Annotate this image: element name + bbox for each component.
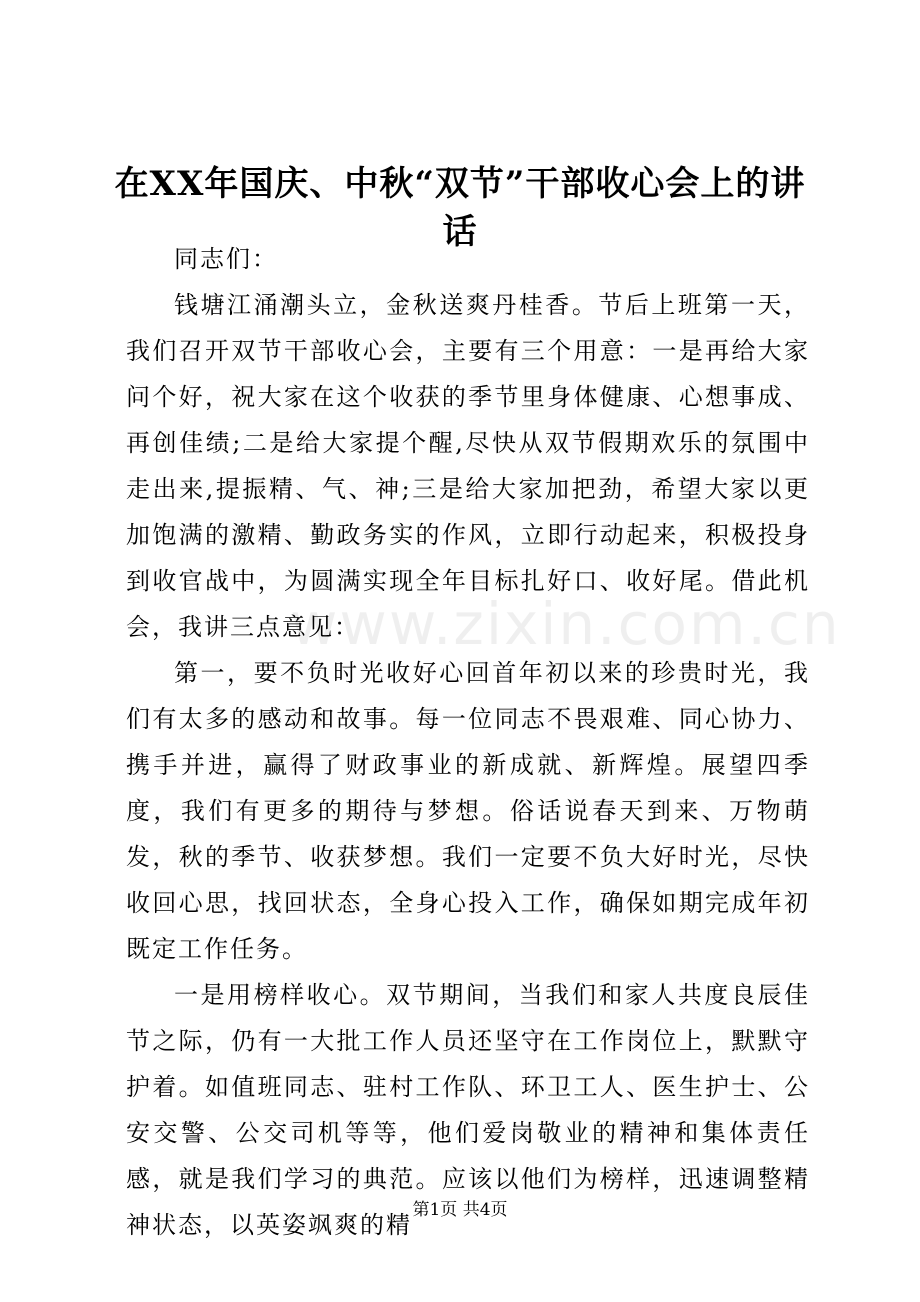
body-paragraph: 一是用榜样收心。双节期间，当我们和家人共度良辰佳节之际，仍有一大批工作人员还坚守在工作岗位上，默默守护着。如值班同志、驻村工作队、环卫工人、医生护士、公安交警、公交司机等等，他们爱岗敬业的精神和集体责任感，就是我们学习的典范。应该以他们为榜样，迅速调整精神状态，以英姿飒爽的精 <box>126 981 810 1239</box>
page-footer: 第1页 共4页 <box>412 1200 508 1220</box>
document-title: 在XX年国庆、中秋“双节”干部收心会上的讲话 <box>114 164 806 252</box>
body-paragraph: 第一，要不负时光收好心回首年初以来的珍贵时光，我们有太多的感动和故事。每一位同志不畏艰难、同心协力、携手并进，赢得了财政事业的新成就、新辉煌。展望四季度，我们有更多的期待与梦想。俗话说春天到来、万物萌发，秋的季节、收获梦想。我们一定要不负大好时光，尽快收回心思，找回状态，全身心投入工作，确保如期完成年初既定工作任务。 <box>126 659 810 963</box>
body-paragraph: 钱塘江涌潮头立，金秋送爽丹桂香。节后上班第一天，我们召开双节干部收心会，主要有三个用意：一是再给大家问个好，祝大家在这个收获的季节里身体健康、心想事成、再创佳绩;二是给大家提个醒,尽快从双节假期欢乐的氛围中走出来,提振精、气、神;三是给大家加把劲，希望大家以更加饱满的激精、勤政务实的作风，立即行动起来，积极投身到收官战中，为圆满实现全年目标扎好口、收好尾。借此机会，我讲三点意见： <box>126 291 810 641</box>
salutation-paragraph: 同志们： <box>174 245 278 273</box>
document-body <box>126 236 810 1248</box>
watermark: www.zixin.com.cn <box>290 590 841 658</box>
